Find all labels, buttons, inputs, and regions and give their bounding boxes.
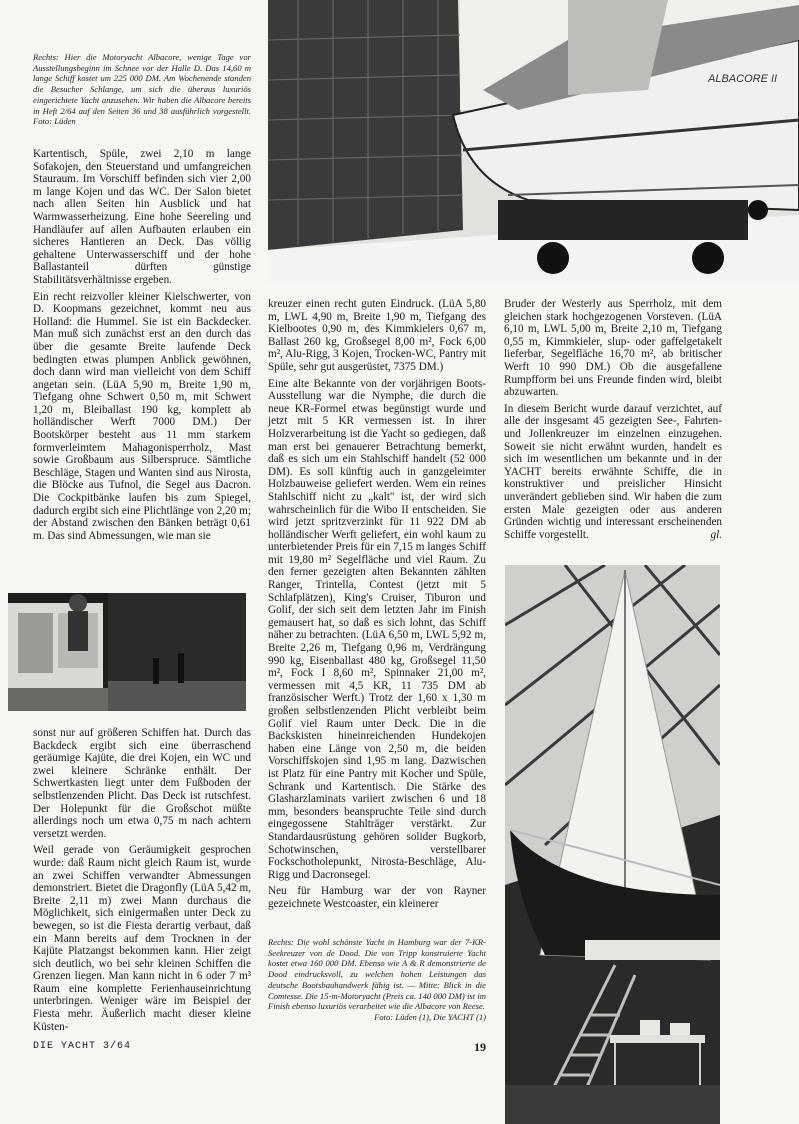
paragraph-kuestenkreuzer: kreuzer einen recht guten Eindruck. (LüA 5,80 m, LWL 4,90 m, Breite 1,90 m, Tiefgang des Kielbootes 0,90 m, des Kimmkielers 0,67 m, Ballast 260 kg, Großsegel 8,00 m², Fock 6,00 m², Alu-Rigg, 3 Kojen, Trocken-WC, Pantry mit Spüle, sehr gut ausgerüstet, 7375 DM.) bbox=[268, 298, 486, 373]
text-column-2 bbox=[268, 298, 486, 915]
caption-albacore: Rechts: Hier die Motoryacht Albacore, wenige Tage vor Ausstellungsbeginn im Schnee vor der Halle D. Das 14,60 m lange Schiff kostet um 225 000 DM. Am Wochenende standen die Besucher Schlange, um sich die überaus luxuriös eingerichtete Yacht anzusehen. Wir haben die Albacore bereits in Heft 2/64 auf den Seiten 36 und 38 ausführlich vorgestellt. Foto: Lüden bbox=[33, 52, 251, 127]
text-column-3 bbox=[504, 298, 722, 545]
paragraph-dragonfly-fiesta: Weil gerade von Geräumigkeit gesprochen wurde: daß Raum nicht gleich Raum ist, wurde an zwei Schiffen verwandter Abmessungen demonstriert. Bietet die Dragonfly (LüA 5,42 m, Breite 2,11 m) zwei Mann durchaus die Möglichkeit, sich einigermaßen unter Deck zu bewegen, so ist die Fiesta derartig verbaut, daß ein Mann bereits auf dem Trocknen in der Kajüte Platzangst bekommen kann. Hier zeigt sich deutlich, wo bei sehr kleinen Schiffen die Grenzen liegen. Man kann nicht in 6 oder 7 m³ Raum eine komplette Ferienhauseinrichtung unterbringen. Weniger wäre im Beispiel der Fiesta mehr. Äußerlich macht dieser kleine Küsten- bbox=[33, 844, 251, 1033]
paragraph-cabin-description: Kartentisch, Spüle, zwei 2,10 m lange Sofakojen, den Steuerstand und umfangreichen Stauraum. Im Vorschiff befinden sich vier 2,00 m lange Kojen und das WC. Der Salon bietet nach allen Seiten hin Ausblick und hat Warmwasserheizung. Eine hohe Seereling und Handläufer auf allen Aufbauten erlauben ein sicheres Hantieren an Deck. Das völlig gehaltene Unterwasserschiff und der hohe Ballastanteil dürften günstige Stabilitätsverhältnisse ergeben. bbox=[33, 148, 251, 286]
caption-de-dood bbox=[268, 937, 486, 1023]
paragraph-summary bbox=[504, 403, 722, 542]
paragraph-summary-text: In diesem Bericht wurde darauf verzichtet, auf alle der insgesamt 45 gezeigten See-, Fahrten- und Jollenkreuzer im einzelnen einzugehen. Soweit sie nicht erwähnt wurden, handelt es sich im wesentlichen um bekannte und in der YACHT bereits erwähnte Schiffe, die in konstruktiver und preislicher Hinsicht unverändert geblieben sind. Wir haben die zum ersten Male gezeigten oder aus anderen Gründen wichtig und interessant erscheinenden Schiffe vorgestellt. bbox=[504, 402, 722, 541]
text-column-1-bottom bbox=[33, 727, 251, 1037]
photo-albacore-snow bbox=[268, 0, 799, 283]
paragraph-nymphe-golif: Eine alte Bekannte von der vorjährigen Boots-Ausstellung war die Nymphe, die durch die neue KR-Formel etwas begünstigt wurde und jetzt mit 5 KR vermessen ist. In ihrer Holzverarbeitung ist die Yacht so gediegen, daß man erst bei genauerer Betrachtung bemerkt, daß es sich um ein Stahlschiff handelt (52 000 DM). Es soll künftig auch in ganzgeleimter Holzbauweise geliefert werden. Wem ein reines Stahlschiff nicht zu „kalt" ist, der wird sich wahrscheinlich für die Wibo II entscheiden. Sie wird jetzt spritzverzinkt für 11 922 DM ab holländischer Werft geliefert, ein wohl kaum zu unterbietender Preis für ein 7,15 m langes Schiff mit 19,80 m² Segelfläche und viel Raum. Zu den ferner gezeigten alten Bekannten zählten Ranger, Trintella, Contest (jetzt mit 5 Schlafplätzen), King's Cruiser, Tiburon und Golif, der sich seit dem letzten Jahr im Finish gemausert hat, so daß es sich lohnt, das Schiff näher zu betrachten. (LüA 6,50 m, LWL 5,92 m, Breite 2,26 m, Tiefgang 0,96 m, Verdrängung 990 kg, Eisenballast 480 kg, Großsegel 11,50 m², Fock I 8,60 m², Spinnaker 21,00 m², vermessen mit 4,5 KR, 11 735 DM ab französischer Werft.) Trotz der 1,60 x 1,30 m großen selbstlenzenden Plicht verbleibt beim Golif viel Raum unter Deck. Die in die Backskisten hineinreichenden Hundekojen haben eine Länge von 2,50 m, die beiden Vorschiffskojen sind 1,95 m lang. Dazwischen ist Platz für eine Pantry mit Kocher und Spüle, Schrank und Kartentisch. Die Stärke des Glasharzlaminats variiert zwischen 6 und 18 mm, besonders beanspruchte Teile sind durch eingegossene Stahlträger verstärkt. Zur Standardausrüstung gehören solider Bugkorb, Schotwinschen, verstellbarer Fockschotholepunkt, Nirosta-Beschläge, Alu-Rigg und Dacronsegel. bbox=[268, 377, 486, 881]
author-sign: gl. bbox=[710, 528, 722, 541]
footer-magazine-issue: DIE YACHT 3/64 bbox=[33, 1041, 132, 1052]
caption-de-dood-text: Rechts: Die wohl schönste Yacht in Hamburg war der 7-KR-Seekreuzer von de Dood. Die von Tripp konstruierte Yacht kostet etwa 160 000 DM. Ebenso wie A & R demonstrierte de Dood eindrucksvoll, zu welchen hohen Leistungen das deutsche Bootsbauhandwerk fähig ist. — Mitte: Blick in die Comtesse. Die 15-m-Motoryacht (Preis ca. 140 000 DM) ist im Finish ebenso luxuriös verarbeitet wie die Albacore von Reese. bbox=[268, 937, 486, 1012]
caption-de-dood-credit: Foto: Lüden (1), Die YACHT (1) bbox=[374, 1011, 486, 1022]
text-column-1-top bbox=[33, 148, 251, 546]
boat-name-text: ALBACORE II bbox=[708, 73, 778, 85]
page-number: 19 bbox=[474, 1040, 486, 1054]
photo-de-dood-sailboat bbox=[505, 565, 720, 1124]
paragraph-backdeck: sonst nur auf größeren Schiffen hat. Durch das Backdeck ergibt sich eine überraschend geräumige Kajüte, die drei Kojen, ein WC und zwei kleinere Schränke enthält. Der Schwertkasten liegt unter dem Fußboden der selbstlenzenden Plicht. Das Deck ist rutschfest. Der Holepunkt für die Großschot müßte allerdings noch um etwa 0,75 m nach achtern versetzt werden. bbox=[33, 727, 251, 840]
photo-comtesse-interior bbox=[8, 593, 246, 711]
paragraph-hummel: Ein recht reizvoller kleiner Kielschwerter, von D. Koopmans gezeichnet, kommt neu aus Holland: die Hummel. Sie ist ein Backdecker. Man muß sich zunächst erst an den durch das über die gesamte Breite laufende Deck bedingten etwas plumpen Anblick gewöhnen, doch dann wird man vielleicht von dem Schiff angetan sein. (LüA 5,90 m, Breite 1,90 m, Tiefgang ohne Schwert 0,50 m, mit Schwert 1,20 m, Bleiballast 190 kg, komplett ab holländischer Werft 7000 DM.) Der Bootskörper besteht aus 11 mm starkem formverleimtem Mahagonisperrholz, Mast sowie Großbaum aus Silberspruce. Sämtliche Beschläge, Stagen und Wanten sind aus Nirosta, die Blöcke aus Tufnol, die Segel aus Dacron. Die Cockpitbänke laufen bis zum Spiegel, dadurch ergibt sich eine Plichtlänge von 2,20 m; der Abstand zwischen den Bänken beträgt 0,61 m. Das sind Abmessungen, wie man sie bbox=[33, 290, 251, 542]
paragraph-westcoaster: Neu für Hamburg war der von Rayner gezeichnete Westcoaster, ein kleinerer bbox=[268, 885, 486, 910]
paragraph-westerly: Bruder der Westerly aus Sperrholz, mit dem gleichen stark hochgezogenen Vorsteven. (LüA 6,10 m, LWL 5,00 m, Breite 2,10 m, Tiefgang 0,55 m, Kimmkieler, slup- oder gaffelgetakelt lieferbar, Segelfläche 16,70 m², ab britischer Werft 10 990 DM.) Ob die ausgefallene Rumpfform bei uns Freunde finden wird, bleibt abzuwarten. bbox=[504, 298, 722, 399]
